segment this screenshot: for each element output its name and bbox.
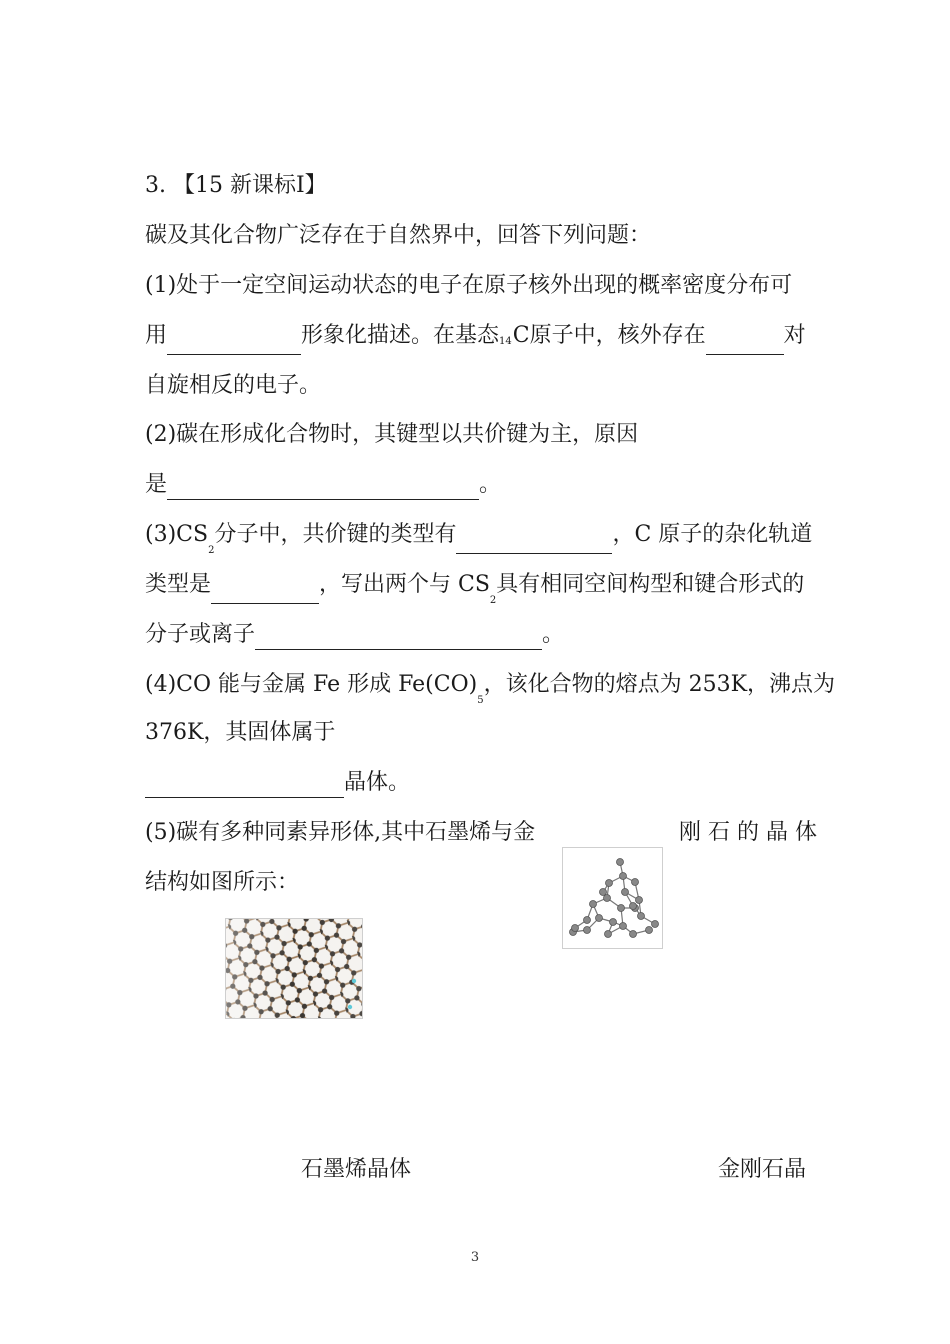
part2-line2 xyxy=(145,470,501,500)
part1-text-a: 用 xyxy=(145,323,168,348)
part1-line1: (1)处于一定空间运动状态的电子在原子核外出现的概率密度分布可 xyxy=(145,273,793,298)
part4-line3 xyxy=(145,768,410,798)
part2-line1: (2)碳在形成化合物时，其键型以共价键为主，原因 xyxy=(145,422,639,447)
answer-blank-1[interactable] xyxy=(167,330,301,355)
part5-line1a: (5)碳有多种同素异形体,其中石墨烯与金 xyxy=(145,820,536,845)
part4-end: 晶体。 xyxy=(344,770,411,795)
part4-text-a: (4)CO 能与金属 Fe 形成 Fe(CO) xyxy=(145,672,478,697)
part4-subscript: 5 xyxy=(477,695,484,706)
part3-subscript-2: 2 xyxy=(489,595,497,606)
part1-text-b: 形象化描述。在基态 xyxy=(301,323,500,348)
part3-text-c: ，C 原子的杂化轨道 xyxy=(612,522,813,547)
part1-line3: 自旋相反的电子。 xyxy=(145,373,322,398)
part3-text-b: 分子中，共价键的类型有 xyxy=(214,522,457,547)
page-number: 3 xyxy=(470,1250,480,1265)
part3-line3 xyxy=(145,620,564,650)
part1-line2 xyxy=(145,321,806,355)
answer-blank-3[interactable] xyxy=(167,475,479,500)
isotope-symbol: C xyxy=(512,323,530,348)
part5-line1b: 刚 石 的 晶 体 xyxy=(679,820,817,845)
part4-text-b: ，该化合物的熔点为 253K，沸点为 xyxy=(483,672,835,697)
question-intro: 碳及其化合物广泛存在于自然界中，回答下列问题： xyxy=(145,223,652,248)
diamond-structure-image xyxy=(562,847,663,949)
part3-end: 。 xyxy=(542,622,565,647)
part4-line2: 376K，其固体属于 xyxy=(145,720,336,745)
answer-blank-7[interactable] xyxy=(145,773,344,798)
part1-text-d: 对 xyxy=(783,323,806,348)
part3-line1 xyxy=(145,520,812,554)
isotope-mass-number: 14 xyxy=(499,336,512,347)
part3-text-d: 类型是 xyxy=(145,572,212,597)
answer-blank-5[interactable] xyxy=(211,579,319,604)
part3-text-a: (3)CS xyxy=(145,522,209,547)
part2-end: 。 xyxy=(479,472,502,497)
part3-subscript-1: 2 xyxy=(208,545,215,556)
part1-text-c: 原子中，核外存在 xyxy=(529,323,706,348)
caption-diamond: 金刚石晶 xyxy=(718,1157,807,1182)
caption-graphene: 石墨烯晶体 xyxy=(301,1157,412,1182)
question-header: 3. 【15 新课标Ⅰ】 xyxy=(145,173,327,198)
answer-blank-2[interactable] xyxy=(706,330,784,355)
part3-text-g: 分子或离子 xyxy=(145,622,256,647)
part4-line1 xyxy=(145,670,835,704)
part3-text-f: 具有相同空间构型和键合形式的 xyxy=(496,572,805,597)
part3-text-e: ，写出两个与 CS xyxy=(319,572,490,597)
part5-line2: 结构如图所示： xyxy=(145,870,300,895)
part2-text-a: 是 xyxy=(145,472,168,497)
answer-blank-6[interactable] xyxy=(255,625,542,650)
answer-blank-4[interactable] xyxy=(456,529,612,554)
part3-line2 xyxy=(145,570,804,604)
graphene-structure-image xyxy=(225,918,363,1019)
